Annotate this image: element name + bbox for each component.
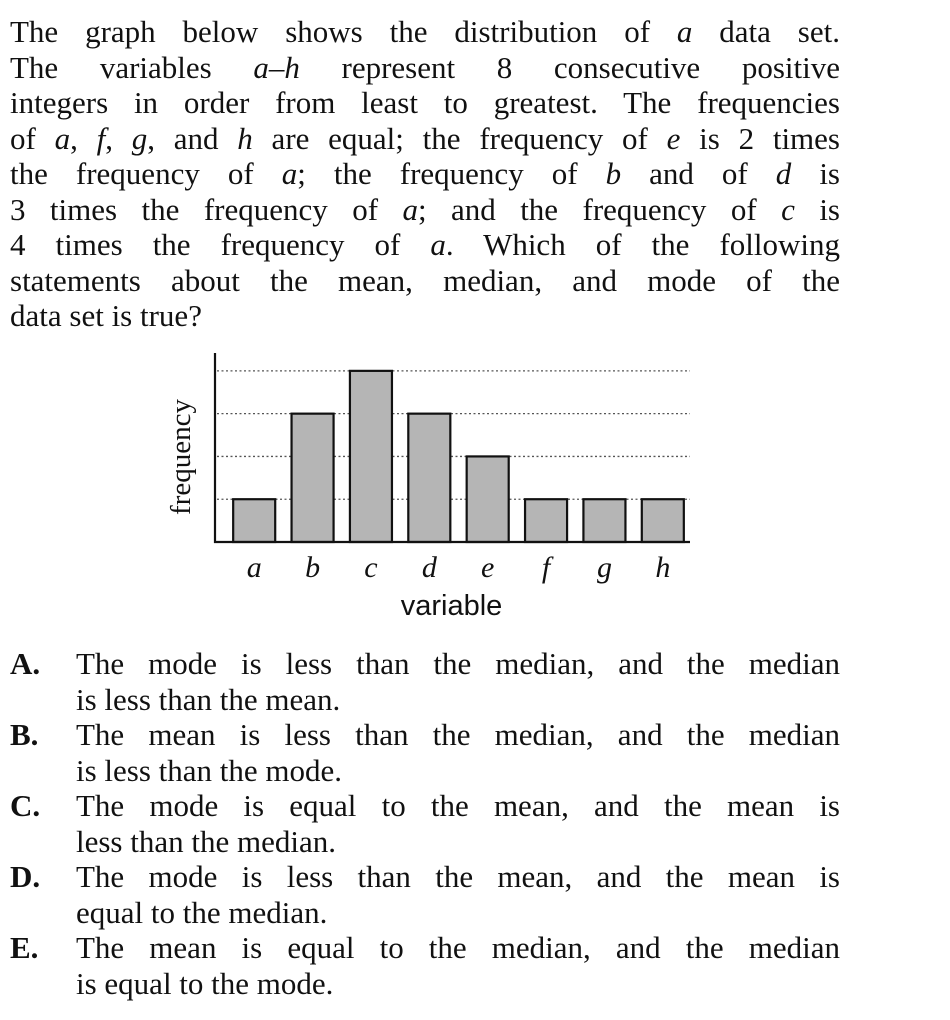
- y-axis-label: frequency: [165, 399, 197, 515]
- tick-label-a: a: [246, 551, 262, 584]
- bar-c: [350, 371, 392, 542]
- tick-label-e: e: [481, 551, 495, 584]
- question-line: the frequency of a; the frequency of b and of d is: [10, 156, 840, 191]
- bar-g: [583, 499, 625, 542]
- bar-h: [642, 499, 684, 542]
- bar-b: [292, 414, 334, 542]
- choice-text: less than the median.: [76, 823, 336, 859]
- choice-b[interactable]: [10, 717, 840, 788]
- question-line: The variables a–h represent 8 consecutive positive: [10, 49, 840, 85]
- question-line: of a, f, g, and h are equal; the frequency of e is 2 times: [10, 120, 840, 156]
- tick-label-f: f: [541, 551, 551, 584]
- question-line: The graph below shows the distribution of a data set.: [10, 14, 840, 49]
- tick-label-d: d: [421, 551, 437, 584]
- choice-text: The mode is less than the mean, and the mean is: [76, 859, 840, 894]
- choice-text: The mode is equal to the mean, and the mean is: [76, 788, 840, 823]
- choice-letter: B.: [10, 717, 39, 752]
- question-line: 3 times the frequency of a; and the frequency of c is: [10, 191, 841, 227]
- question-line: integers in order from least to greatest. The frequencies: [10, 85, 840, 120]
- tick-label-c: c: [364, 551, 378, 584]
- bar-a: [233, 499, 275, 542]
- choice-letter: C.: [10, 788, 41, 823]
- bar-d: [408, 414, 450, 542]
- frequency-bar-chart: [150, 345, 710, 630]
- choice-e[interactable]: [10, 930, 840, 1001]
- question-line: data set is true?: [10, 298, 202, 333]
- tick-label-h: h: [655, 551, 671, 584]
- chart-svg: [150, 345, 710, 630]
- tick-label-g: g: [596, 551, 612, 584]
- x-axis-label: variable: [400, 590, 503, 622]
- bar-f: [525, 499, 567, 542]
- choice-text: The mean is less than the median, and the median: [76, 717, 840, 752]
- choice-text: equal to the median.: [76, 894, 328, 930]
- choice-d[interactable]: [10, 859, 840, 930]
- choice-c[interactable]: [10, 788, 840, 859]
- choice-letter: E.: [10, 930, 39, 965]
- choice-a[interactable]: [10, 646, 840, 717]
- choice-text: is equal to the mode.: [76, 965, 334, 1001]
- tick-label-b: b: [305, 551, 321, 584]
- bar-e: [467, 456, 509, 542]
- choice-letter: D.: [10, 859, 41, 894]
- choice-letter: A.: [10, 646, 41, 681]
- question-text: [10, 14, 840, 334]
- question-line: 4 times the frequency of a. Which of the following: [10, 227, 840, 262]
- choice-text: The mode is less than the median, and the median: [76, 646, 840, 681]
- choice-text: is less than the mean.: [76, 681, 341, 717]
- question-line: statements about the mean, median, and mode of the: [10, 262, 840, 298]
- choice-text: The mean is equal to the median, and the median: [76, 930, 840, 965]
- choice-text: is less than the mode.: [76, 752, 343, 788]
- answer-choices: [10, 646, 840, 1001]
